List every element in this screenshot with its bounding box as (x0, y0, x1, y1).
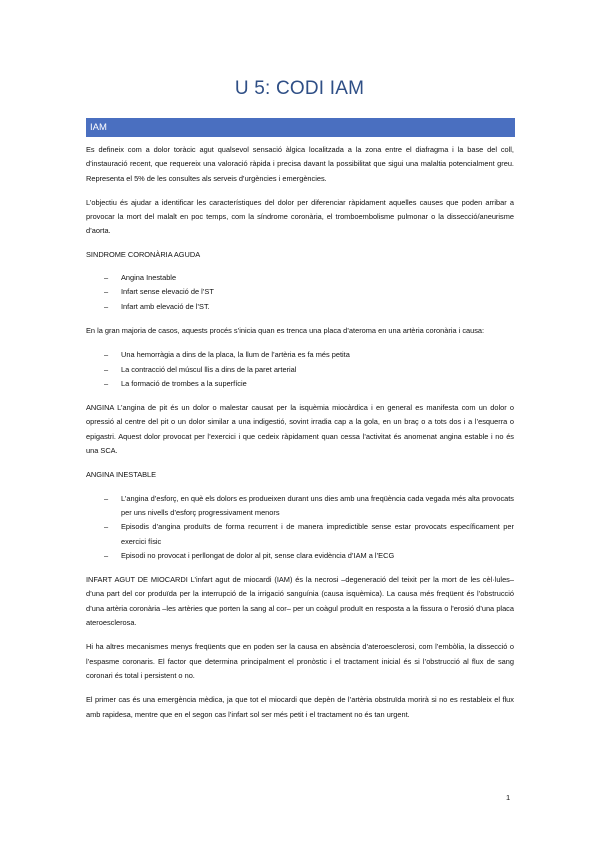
document-body (86, 143, 514, 732)
list-item: – Infart sense elevació de l’ST (104, 287, 214, 297)
list-item: – Infart amb elevació de l’ST. (104, 301, 210, 311)
sca-list (86, 271, 514, 314)
document-title: U 5: CODI IAM (234, 78, 365, 99)
sca-heading: SINDROME CORONÀRIA AGUDA (86, 249, 201, 259)
page-number: 1 (506, 793, 511, 802)
causes-list (86, 348, 514, 391)
list-item: – La formació de trombes a la superfície (104, 378, 247, 388)
mecanismes-paragraph: Hi ha altres mecanismes menys freqüents que en poden ser la causa en absència d’ateroesclerosi, com l’embòlia, la dissecció o l’espasme coronaris. El factor que determina principalment el pronòstic i el tractament inicial és si l’obstrucció al flux de sang coronari és total i persistent o no. (86, 642, 514, 680)
final-paragraph: El primer cas és una emergència mèdica, ja que tot el miocardi que depèn de l’artèria obstruïda morirà si no es restableix el flux amb rapidesa, mentre que en el segon cas l’infart sol ser més petit i el tractament no és tan urgent. (86, 695, 514, 719)
intro-paragraph-2: L’objectiu és ajudar a identificar les característiques del dolor per diferenciar ràpidament aquelles causes que poden arribar a provocar la mort del malalt en poc temps, com la síndrome coronària, el tromboembolisme pulmonar o la dissecció/aneurisme d’aorta. (86, 197, 514, 236)
list-item: – Episodis d’angina produïts de forma recurrent i de manera impredictible sense estar provocats específicament per exercici físic (104, 522, 514, 546)
intro-paragraph-1: Es defineix com a dolor toràcic agut qualsevol sensació àlgica localitzada a la zona entre el diafragma i la base del coll, d’instauració recent, que requereix una valoració ràpida i precisa davant la possibilitat que sigui una malaltia potencialment greu. Representa el 5% de les consultes als serveis d’urgències i emergències. (86, 145, 514, 183)
section-band-iam: IAM (86, 118, 515, 137)
list-item: – Una hemorràgia a dins de la placa, la llum de l’artèria es fa més petita (104, 350, 350, 360)
list-item: – Episodi no provocat i perllongat de dolor al pit, sense clara evidència d’IAM a l’ECG (104, 550, 395, 560)
list-item: – La contracció del múscul llis a dins de la paret arterial (104, 364, 297, 374)
angina-inestable-heading: ANGINA INESTABLE (86, 470, 157, 480)
infart-paragraph: INFART AGUT DE MIOCARDI L’infart agut de miocardi (IAM) és la necrosi –degeneració del teixit per la mort de les cèl·lules– d’una part del cor produïda per la interrupció de la irrigació sanguínia (causa isquèmica). La causa més freqüent és l’obstrucció d’una artèria coronària –les artèries que porten la sang al cor– per un coàgul produït en resposta a la fissura o l’erosió d’una placa ateroesclerosa. (86, 575, 514, 628)
angina-paragraph: ANGINA L’angina de pit és un dolor o malestar causat per la isquèmia miocàrdica i en general es manifesta com un dolor o opressió al centre del pit o un dolor similar a una indigestió, sovint irradia cap a la gola, en un braç o a tots dos i a l’esquerra o epigastri. Aquest dolor provocat per l’exercici i que cedeix ràpidament quan cessa l’activitat és anomenat angina estable i no és una SCA. (86, 403, 514, 456)
sca-paragraph: En la gran majoria de casos, aquests procés s’inicia quan es trenca una placa d’ateroma en una artèria coronària i causa: (86, 325, 485, 335)
list-item: – Angina Inestable (104, 273, 177, 283)
list-item: – L’angina d’esforç, en què els dolors es produeixen durant uns dies amb una freqüència cada vegada més alta provocats per uns nivells d’esforç progressivament menors (104, 493, 514, 517)
angina-inestable-list (86, 492, 514, 563)
